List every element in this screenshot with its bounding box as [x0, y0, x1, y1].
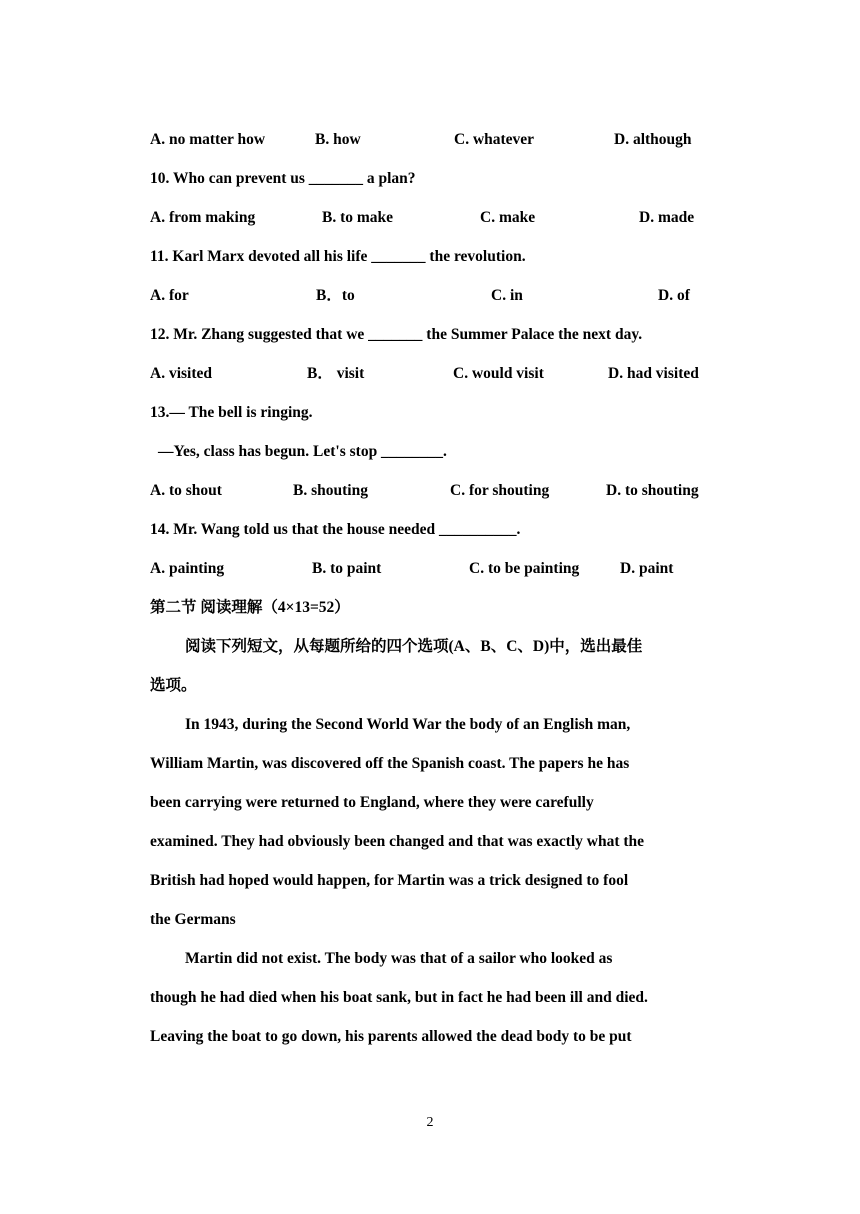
q11-option-d: D. of: [658, 287, 690, 304]
q9-option-d: D. although: [614, 131, 692, 148]
q9-option-a: A. no matter how: [150, 131, 266, 148]
passage-line: British had hoped would happen, for Martin was a trick designed to fool: [150, 872, 629, 889]
q10-option-d: D. made: [639, 209, 695, 226]
q14-option-d: D. paint: [620, 560, 674, 577]
q14-option-b: B. to paint: [312, 560, 382, 577]
q14-stem: 14. Mr. Wang told us that the house needed __________.: [150, 521, 521, 538]
q13-option-d: D. to shouting: [606, 482, 699, 499]
q9-option-c: C. whatever: [454, 131, 535, 148]
passage-line: the Germans: [150, 911, 236, 928]
passage-line: though he had died when his boat sank, but in fact he had been ill and died.: [150, 989, 648, 1006]
section-heading: 第二节 阅读理解（4×13=52）: [150, 599, 350, 616]
q12-option-b: B． visit: [307, 365, 365, 382]
q11-stem: 11. Karl Marx devoted all his life _______ the revolution.: [150, 248, 526, 265]
q11-option-a: A. for: [150, 287, 189, 304]
q10-option-a: A. from making: [150, 209, 256, 226]
q10-option-c: C. make: [480, 209, 536, 226]
q14-option-c: C. to be painting: [469, 560, 580, 577]
passage-line: In 1943, during the Second World War the body of an English man,: [185, 716, 631, 733]
q13-stem-reply: —Yes, class has begun. Let's stop ________.: [158, 443, 447, 460]
passage-line: examined. They had obviously been changed and that was exactly what the: [150, 833, 645, 850]
q12-option-a: A. visited: [150, 365, 212, 382]
q13-option-b: B. shouting: [293, 482, 368, 499]
q12-stem: 12. Mr. Zhang suggested that we _______ the Summer Palace the next day.: [150, 326, 643, 343]
q13-stem: 13.— The bell is ringing.: [150, 404, 313, 421]
q12-option-d: D. had visited: [608, 365, 699, 382]
q13-option-a: A. to shout: [150, 482, 222, 499]
passage-line: been carrying were returned to England, where they were carefully: [150, 794, 594, 811]
q13-option-c: C. for shouting: [450, 482, 550, 499]
passage-line: Martin did not exist. The body was that of a sailor who looked as: [185, 950, 613, 967]
passage-line: William Martin, was discovered off the Spanish coast. The papers he has: [150, 755, 630, 772]
q9-option-b: B. how: [315, 131, 361, 148]
q10-stem: 10. Who can prevent us _______ a plan?: [150, 170, 416, 187]
section-instruction-line1: 阅读下列短文，从每题所给的四个选项(A、B、C、D)中，选出最佳: [185, 638, 643, 655]
q11-option-b: B．to: [316, 287, 355, 304]
q10-option-b: B. to make: [322, 209, 394, 226]
q14-option-a: A. painting: [150, 560, 225, 577]
section-instruction-line2: 选项。: [150, 677, 197, 694]
q11-option-c: C. in: [491, 287, 523, 304]
page-number: 2: [426, 1115, 434, 1130]
passage-line: Leaving the boat to go down, his parents allowed the dead body to be put: [150, 1028, 632, 1045]
q12-option-c: C. would visit: [453, 365, 544, 382]
